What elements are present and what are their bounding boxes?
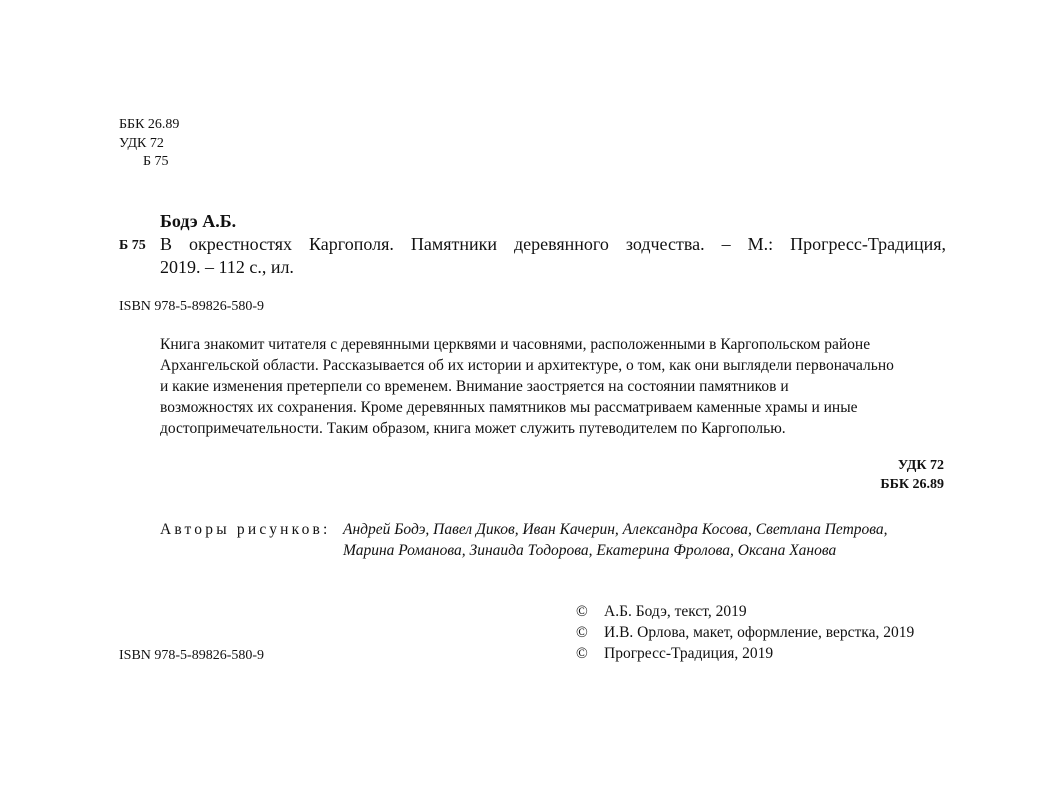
illustrators-line-2: Марина Романова, Зинаида Тодорова, Екатерина Фролова, Оксана Ханова [343, 542, 837, 559]
author-name: Бодэ А.Б. [160, 211, 237, 231]
abstract-line-1: Книга знакомит читателя с деревянными церквями и часовнями, расположенными в Каргопольском районе [160, 336, 871, 353]
copyright-text: И.В. Орлова, макет, оформление, верстка, 2019 [604, 624, 915, 641]
illustrators-line-1: Андрей Бодэ, Павел Диков, Иван Качерин, Александра Косова, Светлана Петрова, [343, 521, 888, 538]
copyright-row [576, 622, 914, 643]
bbk-code: ББК 26.89 [119, 117, 180, 132]
author-mark: Б 75 [143, 154, 169, 169]
copyright-text: А.Б. Бодэ, текст, 2019 [604, 603, 747, 620]
abstract-line-3: и какие изменения претерпели со временем. Внимание заостряется на состоянии памятников и [160, 378, 789, 395]
abstract-line-2: Архангельской области. Рассказывается об их истории и архитектуре, о том, как они выглядели первоначально [160, 357, 894, 374]
isbn-top: ISBN 978-5-89826-580-9 [119, 299, 265, 314]
udk-code-right: УДК 72 [897, 458, 944, 473]
bbk-code-right: ББК 26.89 [880, 477, 944, 492]
copyright-text: Прогресс-Традиция, 2019 [604, 645, 774, 662]
copyright-icon: © [576, 645, 588, 662]
isbn-bottom: ISBN 978-5-89826-580-9 [119, 648, 265, 663]
copyright-icon: © [576, 603, 588, 620]
copyright-row [576, 643, 914, 664]
title-line-2: 2019. – 112 с., ил. [160, 257, 294, 277]
copyright-icon: © [576, 624, 588, 641]
copyright-row [576, 601, 914, 622]
abstract-line-5: достопримечательности. Таким образом, книга может служить путеводителем по Каргополью. [160, 420, 786, 437]
copyright-block [576, 601, 914, 664]
title-line-1: В окрестностях Каргополя. Памятники деревянного зодчества. – М.: Прогресс-Традиция, [160, 234, 946, 254]
entry-mark: Б 75 [119, 238, 146, 253]
udk-code: УДК 72 [119, 136, 164, 151]
illustrators-label: Авторы рисунков: [160, 521, 331, 538]
abstract-line-4: возможностях их сохранения. Кроме деревянных памятников мы рассматриваем каменные храмы и иные [160, 399, 858, 416]
